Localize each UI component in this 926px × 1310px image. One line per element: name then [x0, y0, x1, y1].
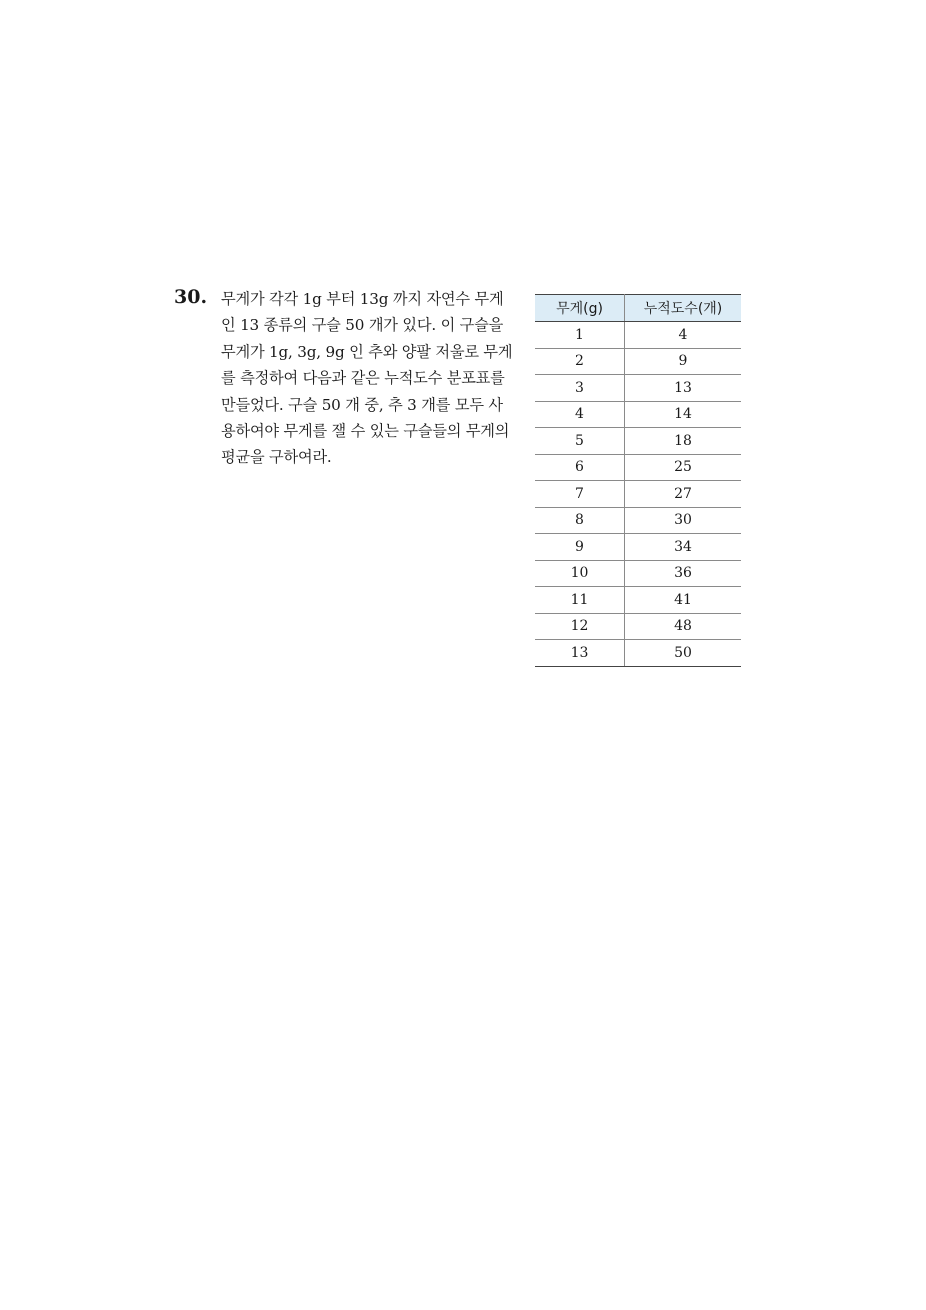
weight-cell: 3 — [535, 375, 625, 402]
weight-cell: 10 — [535, 560, 625, 587]
table-header-row — [535, 295, 741, 322]
table-row — [535, 348, 741, 375]
table-row — [535, 322, 741, 349]
weight-cell: 12 — [535, 613, 625, 640]
weight-cell: 7 — [535, 481, 625, 508]
table-row — [535, 428, 741, 455]
table-row — [535, 481, 741, 508]
frequency-cell: 50 — [625, 640, 742, 667]
frequency-cell: 34 — [625, 534, 742, 561]
problem-text-line: 평균을 구하여라. — [221, 448, 332, 467]
weight-cell: 2 — [535, 348, 625, 375]
table-row — [535, 507, 741, 534]
problem-number: 30. — [174, 286, 208, 308]
weight-cell: 8 — [535, 507, 625, 534]
frequency-cell: 9 — [625, 348, 742, 375]
problem-text-line: 무게가 1g, 3g, 9g 인 추와 양팔 저울로 무게 — [221, 342, 513, 361]
header-weight: 무게(g) — [535, 295, 625, 322]
problem-text-line: 무게가 각각 1g 부터 13g 까지 자연수 무게 — [221, 290, 504, 308]
weight-cell: 9 — [535, 534, 625, 561]
header-cumulative-frequency: 누적도수(개) — [625, 295, 742, 322]
frequency-cell: 25 — [625, 454, 742, 481]
table-row — [535, 640, 741, 667]
table-row — [535, 613, 741, 640]
weight-cell: 1 — [535, 322, 625, 349]
problem-text-line: 용하여야 무게를 잴 수 있는 구슬들의 무게의 — [221, 422, 510, 441]
frequency-cell: 48 — [625, 613, 742, 640]
table-row — [535, 534, 741, 561]
frequency-cell: 14 — [625, 401, 742, 428]
table-row — [535, 587, 741, 614]
frequency-cell: 41 — [625, 587, 742, 614]
weight-cell: 11 — [535, 587, 625, 614]
frequency-cell: 18 — [625, 428, 742, 455]
frequency-cell: 30 — [625, 507, 742, 534]
weight-cell: 6 — [535, 454, 625, 481]
table-row — [535, 560, 741, 587]
weight-cell: 5 — [535, 428, 625, 455]
table-row — [535, 375, 741, 402]
problem-text-line: 만들었다. 구슬 50 개 중, 추 3 개를 모두 사 — [221, 395, 503, 414]
weight-cell: 4 — [535, 401, 625, 428]
weight-cell: 13 — [535, 640, 625, 667]
frequency-cell: 13 — [625, 375, 742, 402]
frequency-cell: 27 — [625, 481, 742, 508]
problem-text — [221, 286, 519, 471]
problem-text-line: 를 측정하여 다음과 같은 누적도수 분포표를 — [221, 369, 505, 388]
table-row — [535, 454, 741, 481]
cumulative-frequency-table — [535, 294, 741, 667]
problem-text-line: 인 13 종류의 구슬 50 개가 있다. 이 구슬을 — [221, 316, 504, 335]
table-row — [535, 401, 741, 428]
frequency-cell: 36 — [625, 560, 742, 587]
frequency-cell: 4 — [625, 322, 742, 349]
